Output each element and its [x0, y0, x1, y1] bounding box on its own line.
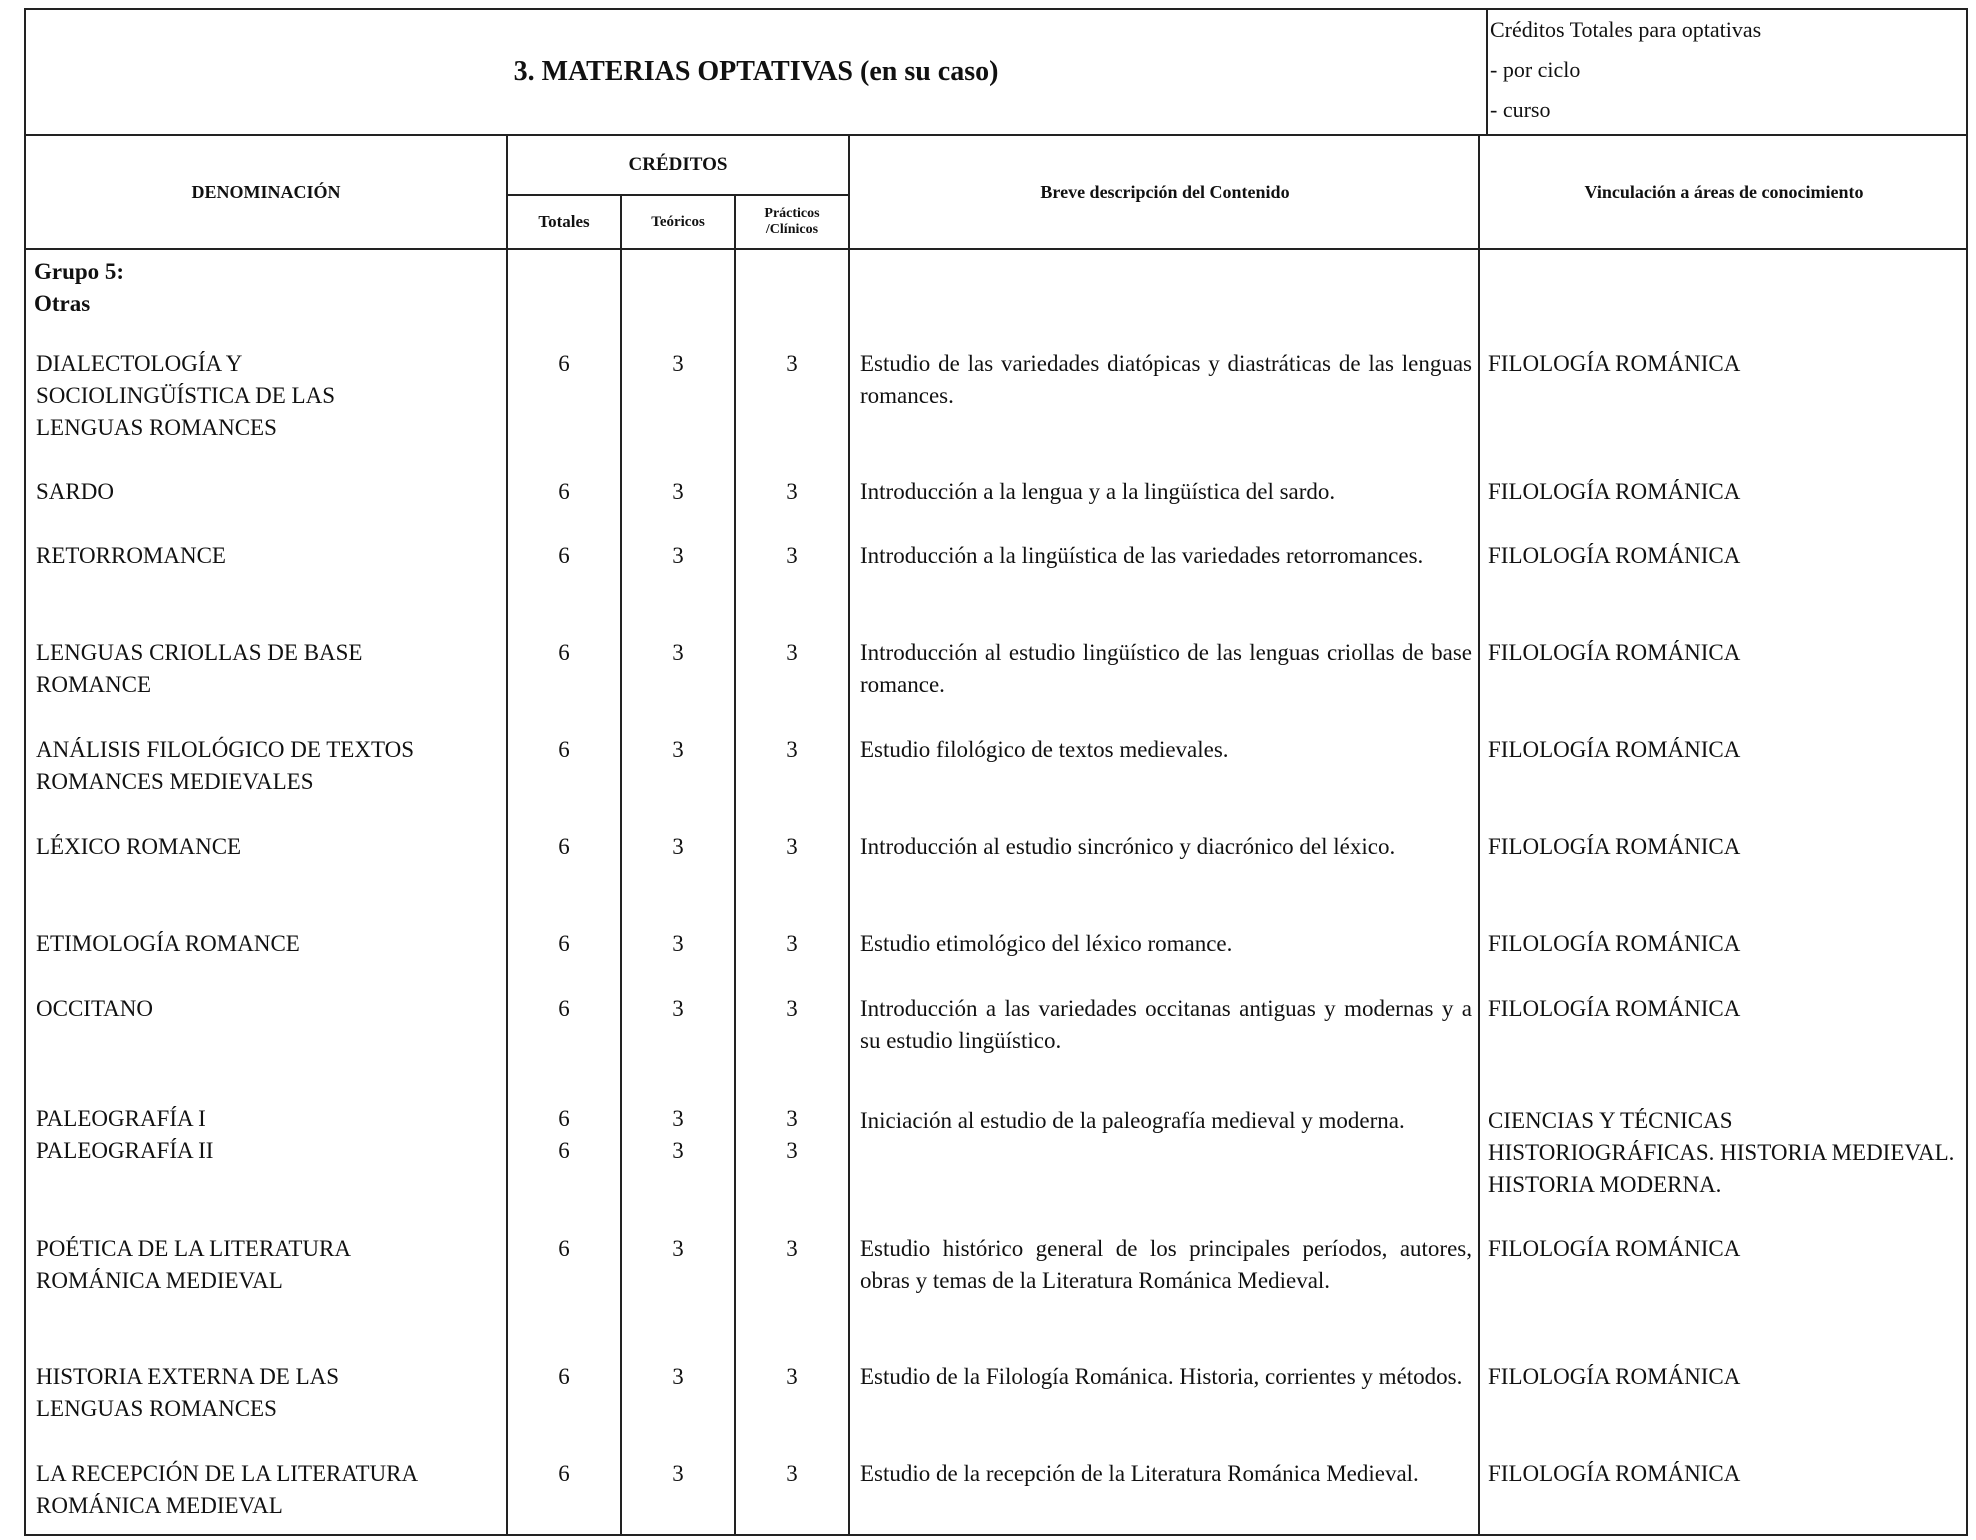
subjects-table	[24, 136, 1968, 1536]
credits-total: 6	[558, 640, 570, 665]
subject-name-line: ETIMOLOGÍA ROMANCE	[36, 931, 300, 956]
subject-name-line: ROMÁNICA MEDIEVAL	[36, 1268, 283, 1293]
subject-name	[36, 1233, 506, 1297]
credits-practice: 3	[786, 737, 798, 762]
knowledge-area: FILOLOGÍA ROMÁNICA	[1488, 640, 1741, 665]
knowledge-area: FILOLOGÍA ROMÁNICA	[1488, 834, 1741, 859]
col-header-teoricos: Teóricos	[651, 213, 705, 230]
group-label	[34, 256, 124, 320]
credits-practice: 3	[786, 479, 798, 504]
credits-total: 6	[558, 479, 570, 504]
subject-name-line: PALEOGRAFÍA I	[36, 1106, 206, 1131]
knowledge-area: FILOLOGÍA ROMÁNICA	[1488, 1236, 1741, 1261]
subject-description: Introducción a las variedades occitanas antiguas y modernas y a su estudio lingüístico.	[860, 996, 1472, 1053]
credits-theory: 3	[672, 543, 684, 568]
subject-name-line: PALEOGRAFÍA II	[36, 1138, 214, 1163]
credits-practice: 3	[786, 931, 798, 956]
credits-practice	[736, 1103, 848, 1167]
knowledge-area: FILOLOGÍA ROMÁNICA	[1488, 1461, 1741, 1486]
credits-theory-value: 3	[672, 1138, 684, 1163]
subject-name-line: ROMANCES MEDIEVALES	[36, 769, 314, 794]
col-header-denominacion: DENOMINACIÓN	[191, 181, 341, 202]
subject-description: Introducción a la lingüística de las variedades retorromances.	[860, 543, 1424, 568]
column-divider	[1478, 136, 1480, 1536]
col-header-descripcion: Breve descripción del Contenido	[1040, 181, 1290, 202]
knowledge-area: FILOLOGÍA ROMÁNICA	[1488, 1364, 1741, 1389]
credits-practice-value: 3	[786, 1106, 798, 1131]
subject-description: Iniciación al estudio de la paleografía medieval y moderna.	[860, 1108, 1405, 1133]
knowledge-area: FILOLOGÍA ROMÁNICA	[1488, 479, 1741, 504]
clinicos-label: /Clínicos	[765, 222, 819, 237]
subject-description: Estudio de la recepción de la Literatura Románica Medieval.	[860, 1461, 1419, 1486]
subject-name	[36, 476, 506, 508]
credits-theory: 3	[672, 351, 684, 376]
credits-practice: 3	[786, 351, 798, 376]
column-divider	[620, 196, 622, 1536]
optativas-header-table	[24, 8, 1968, 136]
subject-description: Estudio etimológico del léxico romance.	[860, 931, 1233, 956]
practicos-label: Prácticos	[764, 206, 820, 221]
credits-theory: 3	[672, 640, 684, 665]
credits-total: 6	[558, 931, 570, 956]
col-header-totales: Totales	[538, 212, 590, 231]
credits-total: 6	[558, 543, 570, 568]
subject-name	[36, 831, 506, 863]
subject-name-line: ROMANCE	[36, 672, 152, 697]
credits-theory: 3	[672, 1461, 684, 1486]
knowledge-area: FILOLOGÍA ROMÁNICA	[1488, 931, 1741, 956]
subject-name-line: DIALECTOLOGÍA Y	[36, 351, 243, 376]
credits-theory: 3	[672, 1364, 684, 1389]
credits-theory: 3	[672, 737, 684, 762]
subject-name-line: SARDO	[36, 479, 114, 504]
credits-total: 6	[558, 737, 570, 762]
subject-name	[36, 348, 506, 444]
subject-name-line: OCCITANO	[36, 996, 153, 1021]
credits-total-value: 6	[558, 1106, 570, 1131]
subject-name	[36, 993, 506, 1025]
credits-practice: 3	[786, 834, 798, 859]
subject-description: Estudio filológico de textos medievales.	[860, 737, 1229, 762]
credits-practice-value: 3	[786, 1138, 798, 1163]
credits-practice: 3	[786, 640, 798, 665]
col-header-creditos: CRÉDITOS	[628, 154, 728, 175]
subject-description: Estudio histórico general de los principales períodos, autores, obras y temas de la Literatura Románica Medieval.	[860, 1236, 1472, 1293]
credits-theory: 3	[672, 479, 684, 504]
subject-name-line: LENGUAS ROMANCES	[36, 1396, 277, 1421]
column-divider	[848, 136, 850, 1536]
subject-name	[36, 734, 506, 798]
credits-total-value: 6	[558, 1138, 570, 1163]
creditos-totales-label: Créditos Totales para optativas	[1490, 17, 1762, 42]
subject-description: Estudio de la Filología Románica. Historia, corrientes y métodos.	[860, 1364, 1463, 1389]
subject-name	[36, 540, 506, 572]
col-header-practicos	[736, 196, 848, 248]
credits-theory: 3	[672, 834, 684, 859]
credit-totals-box	[1488, 10, 1968, 134]
credits-practice: 3	[786, 1364, 798, 1389]
subject-name-line: LENGUAS ROMANCES	[36, 415, 277, 440]
credits-total: 6	[558, 1364, 570, 1389]
subject-description: Introducción al estudio lingüístico de las lenguas criollas de base romance.	[860, 640, 1472, 697]
col-header-vinculacion: Vinculación a áreas de conocimiento	[1584, 181, 1864, 202]
credits-total	[508, 1103, 620, 1167]
credits-practice: 3	[786, 996, 798, 1021]
subject-name	[36, 1361, 506, 1425]
credits-total: 6	[558, 1461, 570, 1486]
column-divider	[734, 196, 736, 1536]
group-number: Grupo 5:	[34, 259, 125, 284]
credits-total: 6	[558, 834, 570, 859]
group-name: Otras	[34, 291, 91, 316]
subject-name-line: LENGUAS CRIOLLAS DE BASE	[36, 640, 363, 665]
por-ciclo-label: - por ciclo	[1490, 57, 1581, 82]
subject-name-line: ROMÁNICA MEDIEVAL	[36, 1493, 283, 1518]
credits-total: 6	[558, 1236, 570, 1261]
header-divider	[26, 248, 1966, 250]
knowledge-area: FILOLOGÍA ROMÁNICA	[1488, 737, 1741, 762]
knowledge-area: CIENCIAS Y TÉCNICAS HISTORIOGRÁFICAS. HISTORIA MEDIEVAL. HISTORIA MODERNA.	[1488, 1108, 1955, 1197]
subject-name-line: SOCIOLINGÜÍSTICA DE LAS	[36, 383, 335, 408]
section-title: 3. MATERIAS OPTATIVAS (en su caso)	[26, 10, 1488, 134]
credits-theory: 3	[672, 1236, 684, 1261]
credits-practice: 3	[786, 1236, 798, 1261]
credits-theory-value: 3	[672, 1106, 684, 1131]
credits-practice: 3	[786, 543, 798, 568]
subject-name	[36, 928, 506, 960]
table-bottom-border	[26, 1534, 1966, 1536]
credits-theory	[622, 1103, 734, 1167]
credits-total: 6	[558, 996, 570, 1021]
credits-theory: 3	[672, 996, 684, 1021]
subject-name	[36, 637, 506, 701]
subject-name	[36, 1458, 506, 1522]
subject-description: Introducción al estudio sincrónico y diacrónico del léxico.	[860, 834, 1396, 859]
subject-name-line: RETORROMANCE	[36, 543, 226, 568]
knowledge-area: FILOLOGÍA ROMÁNICA	[1488, 351, 1741, 376]
credits-practice: 3	[786, 1461, 798, 1486]
subject-name-line: ANÁLISIS FILOLÓGICO DE TEXTOS	[36, 737, 415, 762]
subject-description: Estudio de las variedades diatópicas y diastráticas de las lenguas romances.	[860, 351, 1472, 408]
subject-description: Introducción a la lengua y a la lingüística del sardo.	[860, 479, 1336, 504]
credits-total: 6	[558, 351, 570, 376]
subject-name	[36, 1103, 506, 1167]
subject-name-line: LA RECEPCIÓN DE LA LITERATURA	[36, 1461, 419, 1486]
credits-theory: 3	[672, 931, 684, 956]
subject-name-line: HISTORIA EXTERNA DE LAS	[36, 1364, 340, 1389]
subject-name-line: LÉXICO ROMANCE	[36, 834, 242, 859]
subject-name-line: POÉTICA DE LA LITERATURA	[36, 1236, 351, 1261]
knowledge-area: FILOLOGÍA ROMÁNICA	[1488, 543, 1741, 568]
knowledge-area: FILOLOGÍA ROMÁNICA	[1488, 996, 1741, 1021]
curso-label: - curso	[1490, 97, 1551, 122]
